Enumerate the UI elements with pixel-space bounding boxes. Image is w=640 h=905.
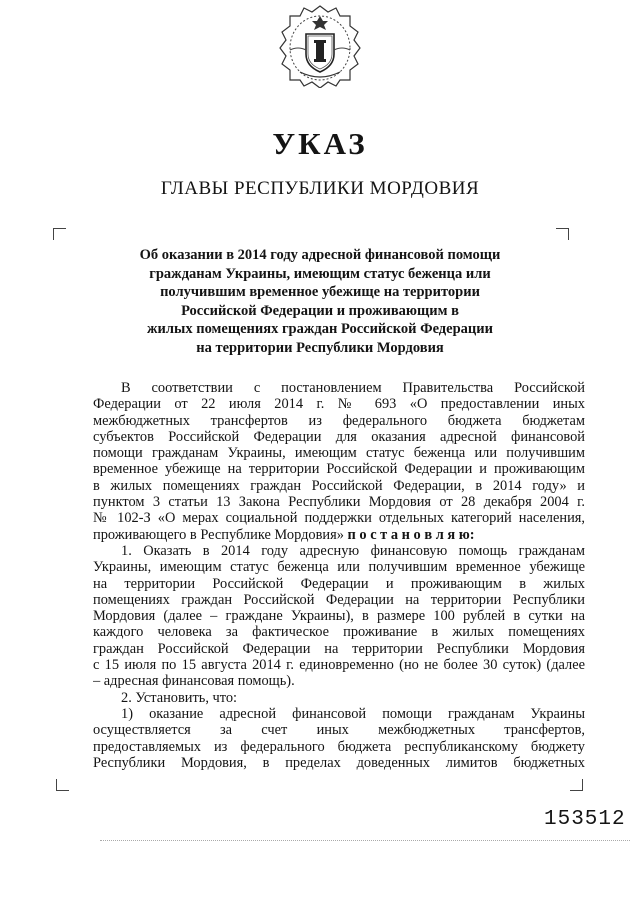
body-line: временное убежище на территории Российской Федерации и проживающим (93, 461, 585, 478)
body-line: Федерации от 22 июля 2014 г. № 693 «О предоставлении иных (93, 396, 585, 413)
title-line: гражданам Украины, имеющим статус беженца или (149, 265, 491, 282)
document-type-heading: УКАЗ (272, 126, 368, 161)
body-line: проживающего в Республике Мордовия» (93, 526, 344, 543)
body-line: 2. Установить, что: (121, 689, 238, 706)
bottom-dotted-rule (100, 840, 630, 841)
title-bracket-top-right (556, 228, 569, 240)
body-line: предоставляемых из федерального бюджета республиканскому бюджету (93, 738, 585, 755)
body-line: 1. Оказать в 2014 году адресную финансовую помощь гражданам (121, 542, 585, 559)
page-bracket-bottom-right (570, 779, 583, 791)
body-line: граждан Российской Федерации на территории Республики Мордовия (93, 640, 585, 657)
title-line: жилых помещениях граждан Российской Федерации (147, 321, 493, 338)
body-line: – адресная финансовая помощь). (93, 673, 295, 690)
registration-number: 153512 (544, 808, 626, 831)
body-line: субъектов Российской Федерации для оказания адресной финансовой (93, 428, 585, 445)
body-line: в жилых помещениях граждан Российской Федерации, в 2014 году» и (93, 477, 585, 494)
body-line: с 15 июля по 15 августа 2014 г. единовременно (но не более 30 суток) (далее (93, 657, 585, 674)
body-line: осуществляется за счет иных межбюджетных трансфертов, (93, 722, 585, 739)
body-line: Мордовия (далее – граждане Украины), в размере 100 рублей в сутки на (93, 608, 585, 625)
body-line: № 102-З «О мерах социальной поддержки отдельных категорий населения, (93, 510, 585, 527)
document-title (100, 246, 540, 358)
body-line: помощи гражданам Украины, имеющим статус беженца или получившим (93, 445, 585, 462)
body-line: В соответствии с постановлением Правительства Российской (121, 380, 585, 396)
decree-clause-line (93, 527, 585, 543)
body-line: на территории Российской Федерации и проживающим в жилых (93, 575, 585, 592)
decree-word: п о с т а н о в л я ю: (347, 526, 475, 543)
body-line: 1) оказание адресной финансовой помощи гражданам Украины (121, 705, 585, 722)
coat-of-arms-emblem (276, 4, 364, 88)
title-line: на территории Республики Мордовия (196, 339, 444, 356)
body-line: пунктом 3 статьи 13 Закона Республики Мордовия от 28 декабря 2004 г. (93, 494, 585, 511)
body-line: Республики Мордовия, в пределах доведенных лимитов бюджетных (93, 754, 585, 771)
body-line: помещениях граждан Российской Федерации на территории Республики (93, 591, 585, 608)
page-bracket-bottom-left (56, 779, 69, 791)
body-line: каждого человека за фактическое проживание в жилых помещениях (93, 624, 585, 641)
document-body (93, 380, 585, 771)
body-line: межбюджетных трансфертов из федерального бюджета бюджетам (93, 412, 585, 429)
title-line: Российской Федерации и проживающим в (181, 302, 459, 319)
issuing-authority-heading: ГЛАВЫ РЕСПУБЛИКИ МОРДОВИЯ (160, 178, 480, 199)
title-bracket-top-left (53, 228, 66, 240)
title-line: получившим временное убежище на территории (160, 284, 480, 301)
body-line: Украины, имеющим статус беженца или получившим временное убежище (93, 559, 585, 576)
title-line: Об оказании в 2014 году адресной финансовой помощи (139, 247, 501, 263)
